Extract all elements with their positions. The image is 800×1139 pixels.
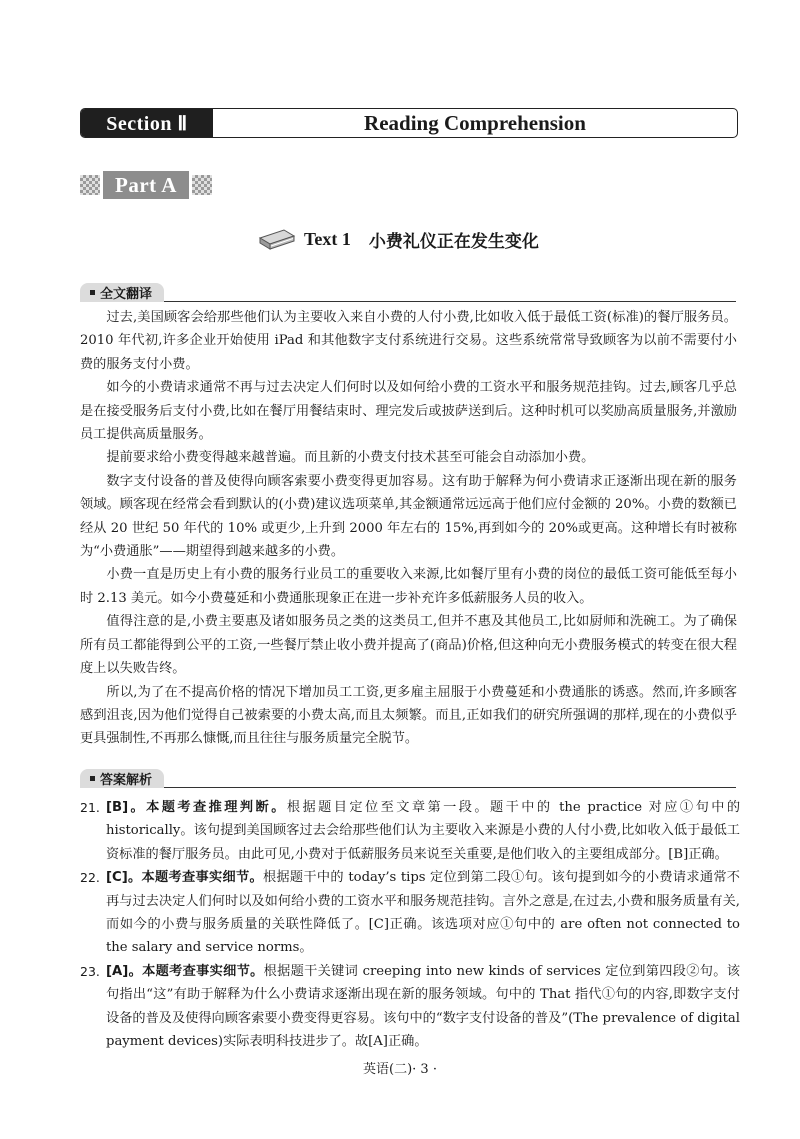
translation-paragraph: 如今的小费请求通常不再与过去决定人们何时以及如何给小费的工资水平和服务规范挂钩。过去,顾客几乎总是在接受服务后支付小费,比如在餐厅用餐结束时、理完发后或披萨送到后。这种时机可以奖励高质量服务,并激励员工提供高质量服务。 <box>80 380 737 443</box>
answer-number: 22. <box>80 870 100 886</box>
square-bullet-icon <box>90 290 95 295</box>
translation-paragraph: 提前要求给小费变得越来越普遍。而且新的小费支付技术甚至可能会自动添加小费。 <box>106 450 595 466</box>
text-title-zh: 小费礼仪正在发生变化 <box>368 231 539 252</box>
translation-heading-label: 全文翻译 <box>100 287 153 302</box>
answer-key: [B]。本题考查推理判断。 <box>106 800 287 815</box>
translation-paragraph: 过去,美国顾客会给那些他们认为主要收入来自小费的人付小费,比如收入低于最低工资(标准)的餐厅服务员。2010 年代初,许多企业开始使用 iPad 和其他数字支付系统进行交易。这些系统常常导致顾客为以前不需要付小费的服务支付小费。 <box>80 310 737 372</box>
answer-item <box>80 866 740 960</box>
translation-paragraph: 所以,为了在不提高价格的情况下增加员工工资,更多雇主屈服于小费蔓延和小费通胀的诱惑。然而,许多顾客感到沮丧,因为他们觉得自己被索要的小费太高,而且太频繁。而且,正如我们的研究所强调的那样,现在的小费似乎更具强制性,不再那么慷慨,而且往往与服务质量完全脱节。 <box>80 684 737 747</box>
section-label: Section Ⅱ <box>81 109 213 137</box>
answer-key: [A]。本题考查事实细节。 <box>106 963 264 979</box>
answer-explanation: 根据题目定位至文章第一段。题干中的 the practice 对应①句中的 historically。该句提到美国顾客过去会给那些他们认为主要收入来源是小费的人付小费,比如收入低于最低工资标准的餐厅服务员。由此可见,小费对于低薪服务员来说至关重要,是他们收入的主要组成部分。[B]正确。 <box>106 800 741 862</box>
answer-list <box>80 796 740 1053</box>
book-icon <box>258 226 296 252</box>
translation-paragraph: 值得注意的是,小费主要惠及诸如服务员之类的这类员工,但并不惠及其他员工,比如厨师和洗碗工。为了确保所有员工都能得到公平的工资,一些餐厅禁止收小费并提高了(商品)价格,但这种向无小费服务模式的转变在很大程度上以失败告终。 <box>80 614 737 677</box>
section-title: Reading Comprehension <box>364 110 586 135</box>
answer-explanation: 根据题干关键词 creeping into new kinds of services 定位到第四段②句。该句指出“这”有助于解释为什么小费请求逐渐出现在新的服务领域。句中的 That 指代①句的内容,即数字支付设备的普及及使得向顾客索要小费变得更容易。该句中的“数字支付设备的普及”(The prevalence of digital payment devices)实际表明科技进步了。故[A]正确。 <box>106 963 740 1050</box>
answer-item <box>80 796 740 866</box>
page-footer: 英语(二)· 3 · <box>363 1062 437 1077</box>
text-title <box>258 224 539 254</box>
part-header <box>80 170 212 200</box>
translation-paragraph: 小费一直是历史上有小费的服务行业员工的重要收入来源,比如餐厅里有小费的岗位的最低工资可能低至每小时 2.13 美元。如今小费蔓延和小费通胀现象正在进一步补充许多低薪服务人员的收入。 <box>80 567 737 606</box>
analysis-heading <box>80 767 736 788</box>
answer-explanation: 根据题干中的 today’s tips 定位到第二段①句。该句提到如今的小费请求通常不再与过去决定人们何时以及如何给小费的工资水平和服务规范挂钩。言外之意是,在过去,小费和服务质量有关,而如今的小费与服务质量的关联性降低了。[C]正确。该选项对应①句中的 are often not connected to the salary and service norms。 <box>106 870 740 956</box>
checker-pattern-icon <box>192 175 212 195</box>
checker-pattern-icon <box>80 175 100 195</box>
analysis-heading-label: 答案解析 <box>100 773 153 788</box>
square-bullet-icon <box>90 776 95 781</box>
answer-number: 21. <box>80 800 100 815</box>
part-label: Part A <box>103 171 189 199</box>
text-number: Text 1 <box>304 228 351 249</box>
translation-heading <box>80 281 736 302</box>
answer-item <box>80 960 740 1054</box>
translation-paragraph: 数字支付设备的普及使得向顾客索要小费变得更加容易。这有助于解释为何小费请求正逐渐出现在新的服务领域。顾客现在经常会看到默认的(小费)建议选项菜单,其金额通常远远高于他们应付金额的 20%。小费的数额已经从 20 世纪 50 年代的 10% 或更少,上升到 2000 年左右的 15%,再到如今的 20%或更高。这种增长有时被称为“小费通胀”——期望得到越来越多的小费。 <box>80 473 737 560</box>
answer-key: [C]。本题考查事实细节。 <box>106 870 263 886</box>
section-banner <box>80 108 738 138</box>
answer-number: 23. <box>80 963 100 979</box>
translation-body <box>80 306 737 751</box>
